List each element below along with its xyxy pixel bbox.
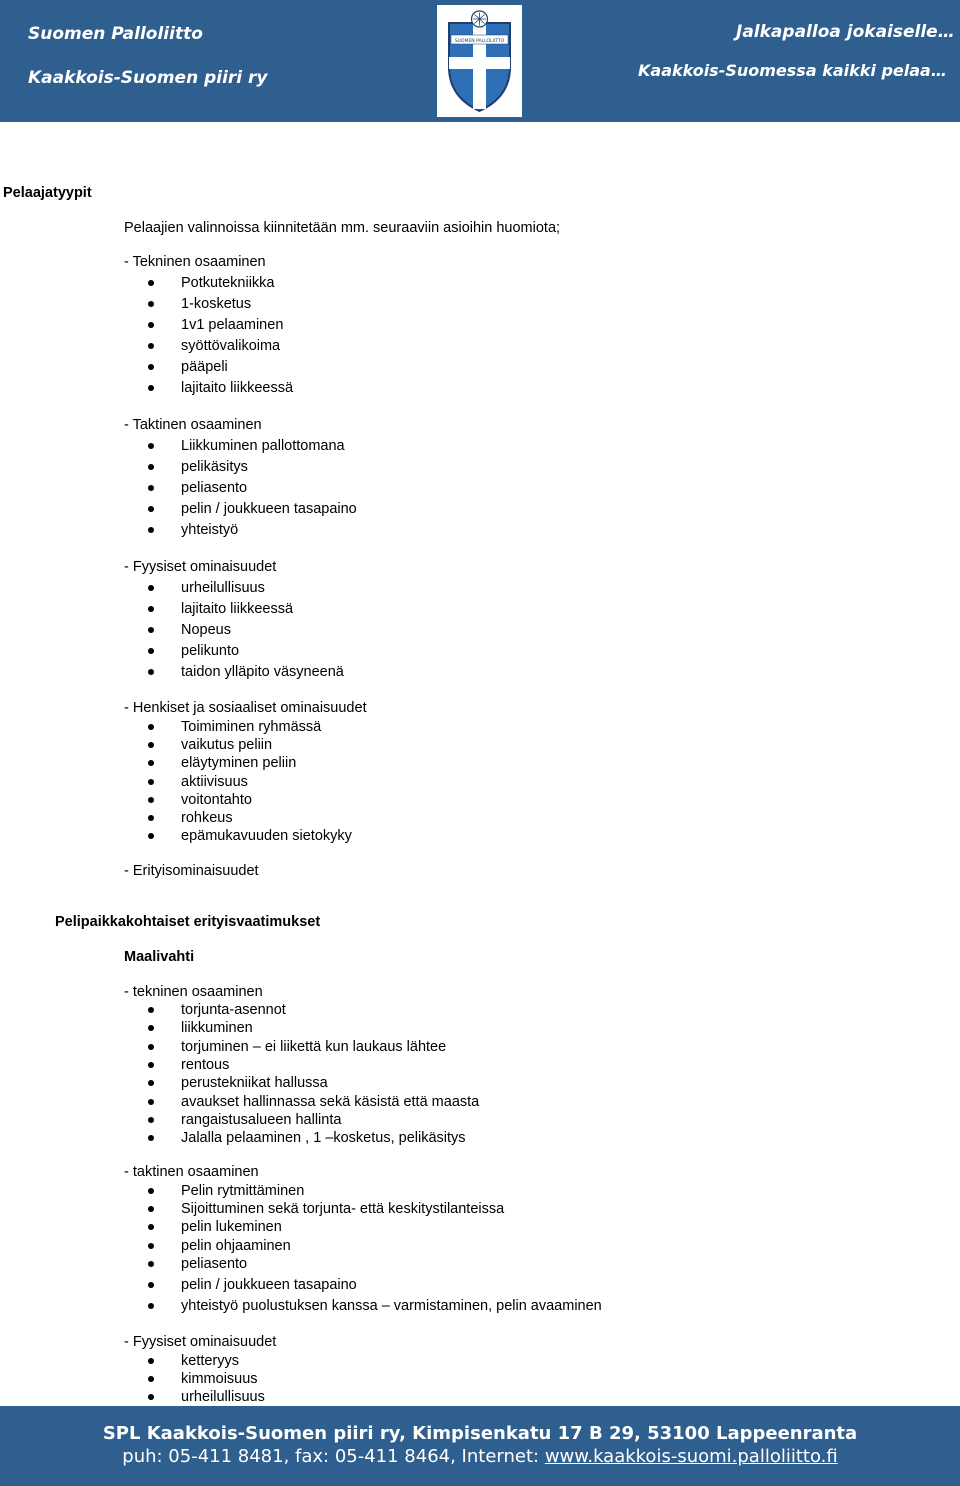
footer-address: SPL Kaakkois-Suomen piiri ry, Kimpisenkatu 17 B 29, 53100 Lappeenranta [102,1423,858,1444]
list-item: ketteryys [181,1353,240,1369]
header-org-name: Suomen Palloliitto [28,24,203,44]
list-item: Nopeus [181,622,231,638]
list-item: aktiivisuus [181,774,248,790]
header-district-name: Kaakkois-Suomen piiri ry [28,68,268,88]
list-item: taidon ylläpito väsyneenä [181,664,344,680]
intro-text: Pelaajien valinnoissa kiinnitetään mm. seuraaviin asioihin huomiota; [124,220,561,236]
list-item: Pelin rytmittäminen [181,1183,305,1199]
list-item: vaikutus peliin [181,737,273,753]
list-item: syöttövalikoima [181,338,281,354]
list-item: Sijoittuminen sekä torjunta- että keskitystilanteissa [181,1201,505,1217]
list-item: torjunta-asennot [181,1002,286,1018]
list-item: epämukavuuden sietokyky [181,828,352,844]
list-item: pelin / joukkueen tasapaino [181,501,357,517]
header-banner [0,0,960,122]
list-item: lajitaito liikkeessä [181,601,294,617]
list-item: perustekniikat hallussa [181,1075,328,1091]
header-subslogan: Kaakkois-Suomessa kaikki pelaa… [638,61,947,80]
list-item: pelikäsitys [181,459,248,475]
section-label: - Tekninen osaaminen [124,254,266,270]
list-item: peliasento [181,1256,248,1272]
footer-website-link[interactable]: www.kaakkois-suomi.palloliitto.fi [544,1446,838,1467]
subheading: Pelipaikkakohtaiset erityisvaatimukset [55,914,321,930]
list-item: 1-kosketus [181,296,252,312]
list-item: pelin / joukkueen tasapaino [181,1277,357,1293]
list-item: voitontahto [181,792,252,808]
list-item: urheilullisuus [181,580,265,596]
list-item: avaukset hallinnassa sekä käsistä että maasta [181,1094,480,1110]
list-item: eläytyminen peliin [181,755,297,771]
list-item: rohkeus [181,810,233,826]
list-item: Jalalla pelaaminen , 1 –kosketus, pelikäsitys [181,1130,466,1146]
footer-contact [0,1446,960,1467]
list-item: rangaistusalueen hallinta [181,1112,342,1128]
section-erityis-label: - Erityisominaisuudet [124,863,259,879]
section-label: - taktinen osaaminen [124,1164,259,1180]
section-label: - Taktinen osaaminen [124,417,262,433]
list-item: liikkuminen [181,1020,253,1036]
section-label: - Henkiset ja sosiaaliset ominaisuudet [124,700,367,716]
list-item: yhteistyö [181,522,239,538]
list-item: urheilullisuus [181,1389,265,1405]
federation-logo [437,5,522,117]
list-item: yhteistyö puolustuksen kanssa – varmistaminen, pelin avaaminen [181,1298,602,1314]
list-item: 1v1 pelaaminen [181,317,284,333]
header-slogan: Jalkapalloa jokaiselle… [736,22,955,42]
footer-banner [0,1406,960,1486]
list-item: pelin lukeminen [181,1219,282,1235]
list-item: rentous [181,1057,230,1073]
section-label: - tekninen osaaminen [124,984,263,1000]
shield-logo-icon [437,5,522,117]
list-item: Liikkuminen pallottomana [181,438,345,454]
list-item: pelin ohjaaminen [181,1238,291,1254]
page-title: Pelaajatyypit [3,185,92,201]
list-item: pelikunto [181,643,240,659]
list-item: peliasento [181,480,248,496]
list-item: torjuminen – ei liikettä kun laukaus lähtee [181,1039,447,1055]
list-item: lajitaito liikkeessä [181,380,294,396]
section-label: - Fyysiset ominaisuudet [124,1334,277,1350]
list-item: Toimiminen ryhmässä [181,719,322,735]
list-item: Potkutekniikka [181,275,275,291]
footer-phone-fax: puh: 05-411 8481, fax: 05-411 8464, Internet: [122,1446,545,1467]
section-label: - Fyysiset ominaisuudet [124,559,277,575]
list-item: pääpeli [181,359,228,375]
list-item: kimmoisuus [181,1371,258,1387]
position-heading: Maalivahti [124,949,195,965]
logo-text: SUOMEN PALLOLIITTO [454,39,505,44]
